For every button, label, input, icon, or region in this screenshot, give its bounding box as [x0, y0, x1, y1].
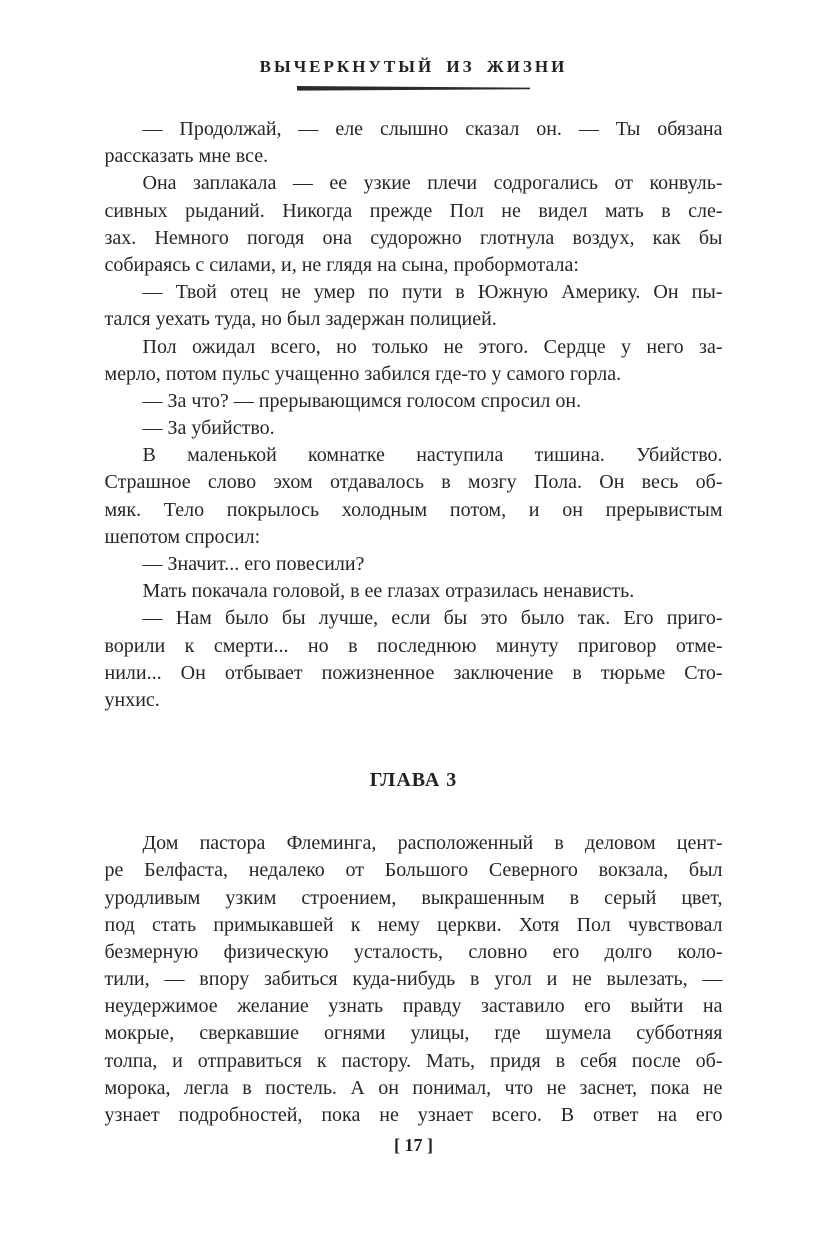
paragraph [105, 605, 723, 714]
paragraph [105, 279, 723, 333]
text-line: уродливым узким строением, выкрашенным в серый цвет, [104, 886, 723, 909]
text-line: Она заплакала — ее узкие плечи содрогались от конвуль- [142, 172, 723, 195]
text-line: тался уехать туда, но был задержан полицией. [104, 308, 497, 331]
text-line: ворили к смерти... но в последнюю минуту приговор отме- [104, 634, 723, 657]
text-line: ре Белфаста, недалеко от Большого Северного вокзала, был [104, 859, 723, 882]
text-line: — Твой отец не умер по пути в Южную Америку. Он пы- [142, 281, 723, 304]
text-line: толпа, и отправиться к пастору. Мать, придя в себя после об- [104, 1049, 723, 1072]
text-line: узнает подробностей, пока не узнает всего. В ответ на его [104, 1104, 723, 1126]
title-divider [105, 85, 723, 92]
text-line: Дом пастора Флеминга, расположенный в деловом цент- [142, 832, 723, 855]
text-line: унхис. [104, 688, 160, 711]
paragraph [105, 415, 723, 442]
paragraph [105, 830, 723, 1129]
text-line: нили... Он отбывает пожизненное заключение в тюрьме Сто- [104, 661, 723, 684]
text-line: сивных рыданий. Никогда прежде Пол не видел мать в сле- [104, 199, 723, 222]
paragraph [105, 388, 723, 415]
text-section-1 [105, 116, 723, 714]
paragraph [105, 334, 723, 388]
paragraph [105, 170, 723, 279]
text-line: — Продолжай, — еле слышно сказал он. — Ты обязана [142, 118, 723, 140]
paragraph [105, 578, 723, 605]
text-line: В маленькой комнатке наступила тишина. Убийство. [142, 444, 723, 467]
page-number: [ 17 ] [394, 1135, 433, 1156]
text-line: неудержимое желание узнать правду заставило его выйти на [104, 995, 723, 1018]
running-title: ВЫЧЕРКНУТЫЙ ИЗ ЖИЗНИ [259, 57, 568, 76]
text-line: безмерную физическую усталость, словно его долго коло- [104, 940, 723, 963]
text-line: — Нам было бы лучше, если бы это было так. Его приго- [142, 607, 723, 630]
text-line: зах. Немного погодя она судорожно глотнула воздух, как бы [104, 226, 723, 249]
paragraph [105, 551, 723, 578]
text-line: морока, легла в постель. А он понимал, что не заснет, пока не [104, 1076, 723, 1099]
text-line: собираясь с силами, и, не глядя на сына, пробормотала: [104, 253, 579, 276]
paragraph [105, 442, 723, 551]
page-content [105, 0, 723, 1157]
text-line: — За что? — прерывающимся голосом спросил он. [142, 389, 582, 412]
text-line: Страшное слово эхом отдавалось в мозгу Пола. Он весь об- [104, 471, 723, 494]
text-line: мяк. Тело покрылось холодным потом, и он прерывистым [104, 498, 723, 521]
text-section-2 [105, 830, 723, 1129]
text-line: мерло, потом пульс учащенно забился где-то у самого горла. [104, 362, 622, 385]
text-line: тили, — впору забиться куда-нибудь в угол и не вылезать, — [104, 968, 723, 991]
text-line: шепотом спросил: [104, 525, 261, 548]
chapter-heading: ГЛАВА 3 [369, 769, 458, 792]
text-line: Пол ожидал всего, но только не этого. Сердце у него за- [142, 335, 723, 358]
text-line: Мать покачала головой, в ее глазах отразилась ненависть. [142, 580, 635, 603]
text-line: мокрые, сверкавшие огнями улицы, где шумела субботняя [104, 1022, 723, 1045]
title-divider-icon [297, 85, 530, 92]
text-line: — За убийство. [142, 417, 275, 440]
paragraph [105, 116, 723, 170]
text-line: рассказать мне все. [104, 145, 269, 168]
text-line: — Значит... его повесили? [142, 553, 365, 575]
text-line: под стать примыкавшей к нему церкви. Хотя Пол чувствовал [104, 913, 723, 936]
